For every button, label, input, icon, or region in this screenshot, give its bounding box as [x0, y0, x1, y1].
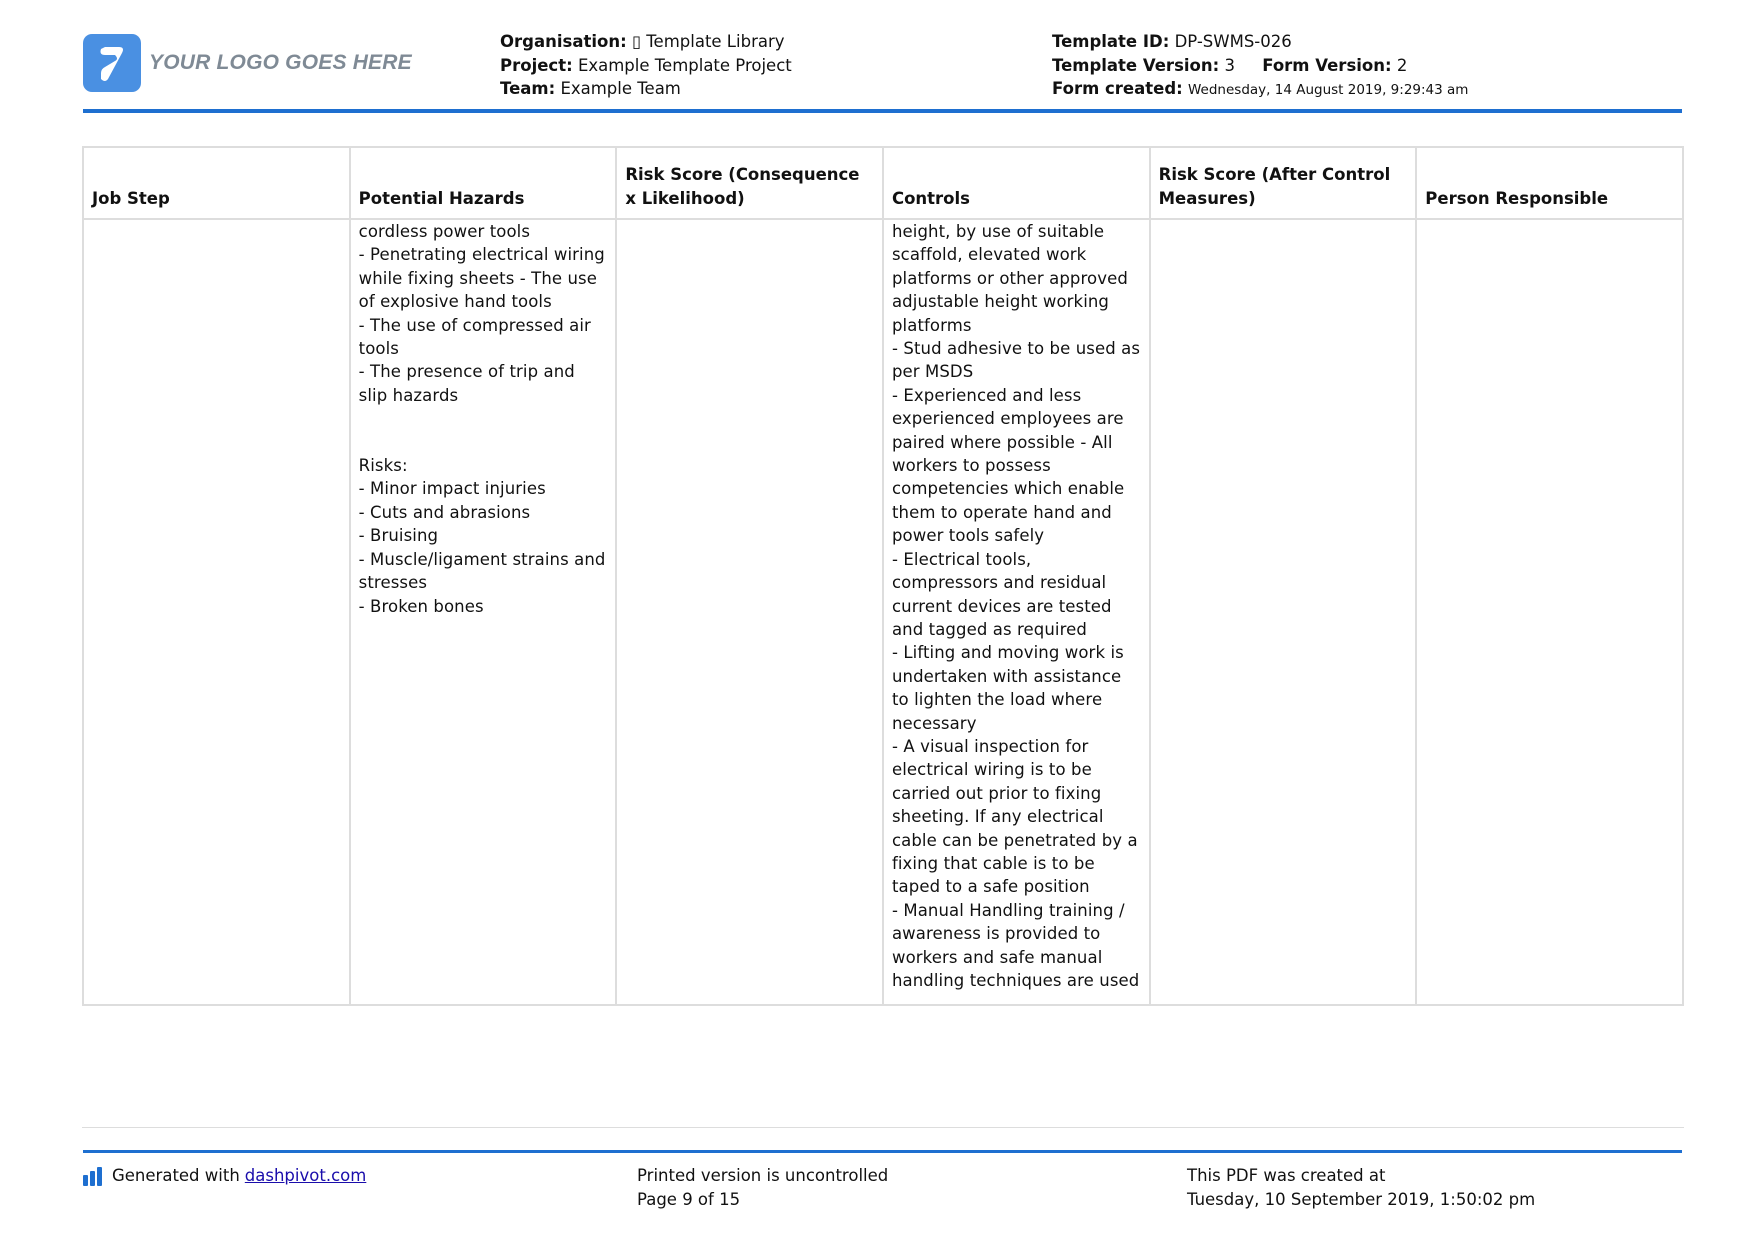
team-value: Example Team	[560, 79, 681, 98]
organisation-label: Organisation:	[500, 32, 627, 51]
table-header-row	[83, 147, 1683, 219]
pdf-created-value: Tuesday, 10 September 2019, 1:50:02 pm	[1187, 1189, 1536, 1209]
generated-with	[83, 1164, 366, 1188]
footer-divider	[83, 1150, 1682, 1153]
company-logo	[83, 34, 412, 92]
template-meta	[1052, 30, 1468, 103]
column-header-job-step: Job Step	[83, 147, 350, 219]
form-version-value: 2	[1396, 55, 1408, 75]
header-divider	[83, 109, 1682, 113]
cell-potential-hazards: cordless power tools - Penetrating electrical wiring while fixing sheets - The use of explosive hand tools - The use of compressed air tools - The presence of trip and slip hazards Risks: - Minor impact injuries - Cuts and abrasions - Bruising - Muscle/ligament strains and stresses - Broken bones	[350, 219, 617, 1005]
form-created-label: Form created:	[1052, 79, 1183, 98]
cell-controls: height, by use of suitable scaffold, elevated work platforms or other approved adjustable height working platforms - Stud adhesive to be used as per MSDS - Experienced and less experienced employees are paired where possible - All workers to possess competencies which enable them to operate hand and power tools safely - Electrical tools, compressors and residual current devices are tested and tagged as required - Lifting and moving work is undertaken with assistance to lighten the load where necessary - A visual inspection for electrical wiring is to be carried out prior to fixing sheeting. If any electrical cable can be penetrated by a fixing that cable is to be taped to a safe position - Manual Handling training / awareness is provided to workers and safe manual handling techniques are used	[883, 219, 1150, 1005]
template-id-label: Template ID:	[1052, 32, 1170, 51]
column-header-controls: Controls	[883, 147, 1150, 219]
table-row	[83, 219, 1683, 1005]
column-header-risk-score: Risk Score (Consequence x Likelihood)	[616, 147, 883, 219]
dashpivot-logo-icon	[83, 34, 141, 92]
page-header	[83, 0, 1682, 110]
project-value: Example Template Project	[577, 55, 792, 75]
form-version-label: Form Version:	[1262, 55, 1392, 75]
generated-prefix: Generated with	[112, 1166, 240, 1185]
swms-table	[82, 146, 1684, 1006]
cell-job-step	[83, 219, 350, 1005]
form-created-value: Wednesday, 14 August 2019, 9:29:43 am	[1188, 82, 1469, 98]
cell-risk-score	[616, 219, 883, 1005]
cell-person-responsible	[1416, 219, 1683, 1005]
bar-chart-icon	[83, 1166, 104, 1186]
template-id-value: DP-SWMS-026	[1174, 32, 1292, 51]
print-status	[637, 1164, 888, 1211]
dashpivot-link[interactable]: dashpivot.com	[244, 1166, 367, 1185]
template-version-value: 3	[1224, 55, 1235, 75]
organisation-meta	[500, 30, 792, 101]
uncontrolled-note: Printed version is uncontrolled	[637, 1166, 889, 1185]
column-header-risk-score-after: Risk Score (After Control Measures)	[1150, 147, 1417, 219]
cell-risk-score-after	[1150, 219, 1417, 1005]
column-header-person-responsible: Person Responsible	[1416, 147, 1683, 219]
page-number: Page 9 of 15	[637, 1189, 741, 1209]
pdf-created	[1187, 1164, 1535, 1211]
logo-text: YOUR LOGO GOES HERE	[149, 51, 412, 74]
pdf-created-label: This PDF was created at	[1187, 1166, 1386, 1185]
team-label: Team:	[500, 79, 556, 98]
project-label: Project:	[500, 55, 573, 75]
footer-separator	[82, 1127, 1684, 1128]
column-header-potential-hazards: Potential Hazards	[350, 147, 617, 219]
organisation-value: ▯ Template Library	[631, 32, 785, 51]
template-version-label: Template Version:	[1052, 55, 1220, 75]
